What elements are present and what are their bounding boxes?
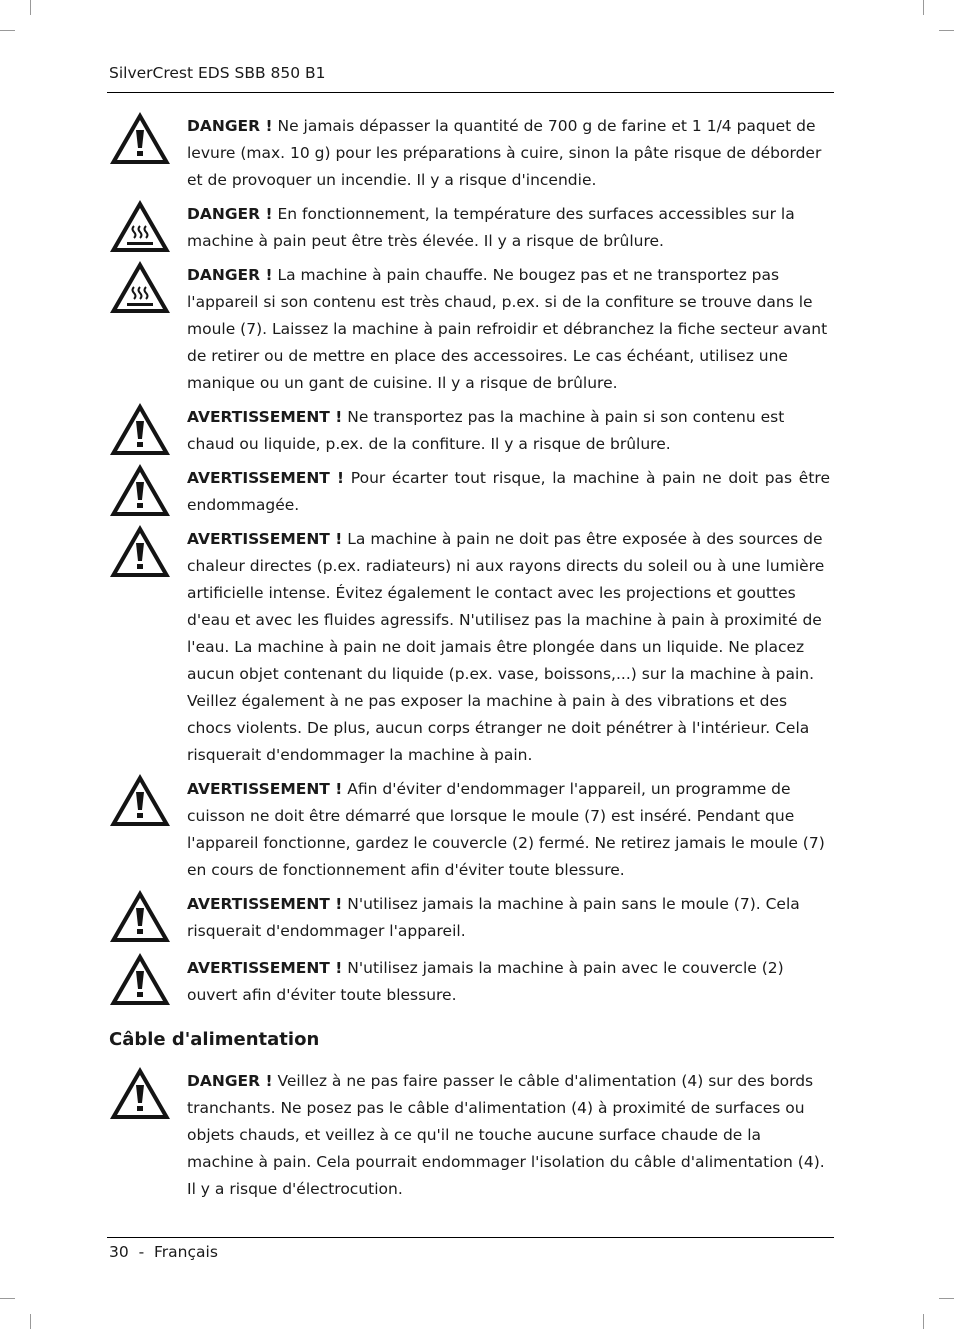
safety-notice xyxy=(187,201,830,255)
warning-triangle-icon xyxy=(108,462,172,518)
safety-notice xyxy=(187,113,830,194)
notice-text: Afin d'éviter d'endommager l'appareil, un programme de cuisson ne doit être démarré que lorsque le moule (7) est inséré. Pendant que l'appareil fonctionne, gardez le couvercle (2) fermé. Ne retirez jamais le moule (7) en cours de fonctionnement afin d'éviter toute blessure. xyxy=(187,780,825,879)
hot-surface-icon xyxy=(108,259,172,315)
safety-notice xyxy=(187,404,830,458)
hot-surface-icon xyxy=(108,198,172,254)
notice-text: Veillez à ne pas faire passer le câble d'alimentation (4) sur des bords tranchants. Ne posez pas le câble d'alimentation (4) à proximité de surfaces ou objets chauds, et veillez à ce qu'il ne touche aucune surface chaude de la machine à pain. Cela pourrait endommager l'isolation du câble d'alimentation (4). Il y a risque d'électrocution. xyxy=(187,1072,825,1198)
warning-triangle-icon xyxy=(108,951,172,1007)
crop-mark xyxy=(923,0,924,15)
notice-text: N'utilisez jamais la machine à pain sans le moule (7). Cela risquerait d'endommager l'appareil. xyxy=(187,895,800,940)
notice-label: AVERTISSEMENT ! xyxy=(187,408,343,426)
header-rule xyxy=(107,92,834,93)
warning-triangle-icon xyxy=(108,523,172,579)
footer-rule xyxy=(107,1237,834,1238)
warning-triangle-icon xyxy=(108,772,172,828)
notice-label: DANGER ! xyxy=(187,1072,273,1090)
crop-mark xyxy=(0,1298,15,1299)
page-header-title: SilverCrest EDS SBB 850 B1 xyxy=(109,64,326,82)
notice-label: DANGER ! xyxy=(187,266,273,284)
safety-notice xyxy=(187,262,830,397)
notice-text: Ne transportez pas la machine à pain si son contenu est chaud ou liquide, p.ex. de la confiture. Il y a risque de brûlure. xyxy=(187,408,785,453)
crop-mark xyxy=(923,1314,924,1329)
notice-label: DANGER ! xyxy=(187,205,273,223)
notice-text: N'utilisez jamais la machine à pain avec le couvercle (2) ouvert afin d'éviter toute blessure. xyxy=(187,959,784,1004)
page-footer: 30 - Français xyxy=(109,1243,218,1261)
section-heading: Câble d'alimentation xyxy=(109,1029,320,1050)
notice-label: AVERTISSEMENT ! xyxy=(187,959,343,977)
notice-text: En fonctionnement, la température des surfaces accessibles sur la machine à pain peut être très élevée. Il y a risque de brûlure. xyxy=(187,205,795,250)
crop-mark xyxy=(30,1314,31,1329)
notice-text: Ne jamais dépasser la quantité de 700 g de farine et 1 1/4 paquet de levure (max. 10 g) pour les préparations à cuire, sinon la pâte risque de déborder et de provoquer un incendie. Il y a risque d'incendie. xyxy=(187,117,822,189)
notice-label: DANGER ! xyxy=(187,117,273,135)
notice-label: AVERTISSEMENT ! xyxy=(187,469,345,487)
warning-triangle-icon xyxy=(108,1065,172,1121)
notice-label: AVERTISSEMENT ! xyxy=(187,780,343,798)
warning-triangle-icon xyxy=(108,401,172,457)
warning-triangle-icon xyxy=(108,888,172,944)
notice-text: La machine à pain ne doit pas être exposée à des sources de chaleur directes (p.ex. radiateurs) ni aux rayons directs du soleil ou à une lumière artificielle intense. Évitez également le contact avec les projections et gouttes d'eau et avec les fluides agressifs. N'utilisez pas la machine à pain à proximité de l'eau. La machine à pain ne doit jamais être plongée dans un liquide. Ne placez aucun objet contenant du liquide (p.ex. vase, boissons,...) sur la machine à pain. Veillez également à ne pas exposer la machine à pain à des vibrations et des chocs violents. De plus, aucun corps étranger ne doit pénétrer à l'intérieur. Cela risquerait d'endommager la machine à pain. xyxy=(187,530,825,764)
crop-mark xyxy=(939,1298,954,1299)
crop-mark xyxy=(939,30,954,31)
notice-label: AVERTISSEMENT ! xyxy=(187,530,343,548)
safety-notice xyxy=(187,891,830,945)
safety-notice xyxy=(187,526,830,769)
warning-triangle-icon xyxy=(108,110,172,166)
notice-text: La machine à pain chauffe. Ne bougez pas et ne transportez pas l'appareil si son contenu est très chaud, p.ex. si de la confiture se trouve dans le moule (7). Laissez la machine à pain refroidir et débranchez la fiche secteur avant de retirer ou de mettre en place des accessoires. Le cas échéant, utilisez une manique ou un gant de cuisine. Il y a risque de brûlure. xyxy=(187,266,828,392)
safety-notice xyxy=(187,465,830,519)
crop-mark xyxy=(30,0,31,15)
notice-text: Pour écarter tout risque, la machine à pain ne doit pas être endommagée. xyxy=(187,469,830,514)
safety-notice xyxy=(187,1068,830,1203)
safety-notice xyxy=(187,955,830,1009)
safety-notice xyxy=(187,776,830,884)
crop-mark xyxy=(0,30,15,31)
notice-label: AVERTISSEMENT ! xyxy=(187,895,343,913)
